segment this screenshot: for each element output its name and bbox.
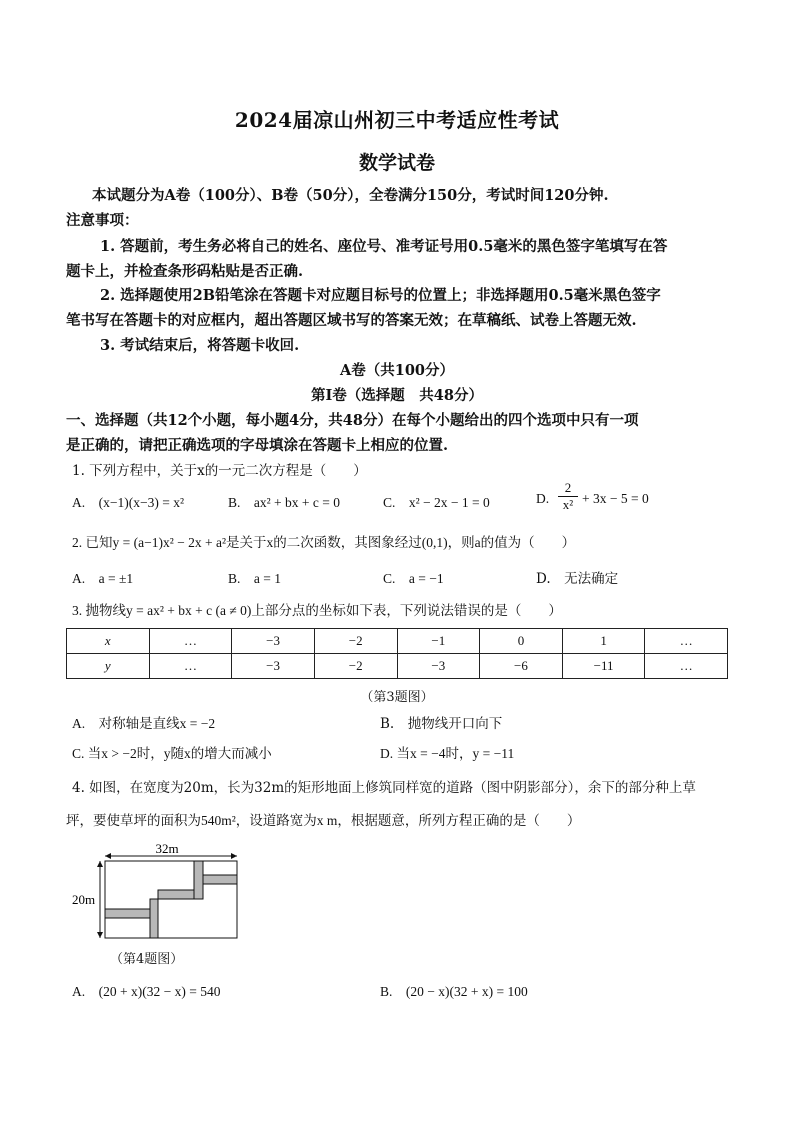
q3-option-a: A. 对称轴是直线x = −2 [72,716,216,731]
q4-option-a: A. (20 + x)(32 − x) = 540 [72,984,221,999]
road-horizontal-middle [158,890,194,899]
q3-caption: （第3题图） [360,690,434,705]
table-cell: −11 [562,654,645,679]
q2-option-c: C. a = −1 [383,571,444,586]
height-label: 20m [72,892,96,907]
question-4-stem-line-1: 4. 如图，在宽度为20m，长为32m的矩形地面上修筑同样宽的道路（图中阴影部分），余下的部分种上草 [72,780,696,796]
table-cell: −2 [314,654,397,679]
q3-option-c: C. 当x > −2时，y随x的增大而减小 [72,746,272,761]
table-cell: −3 [232,629,315,654]
question-1-stem: 1. 下列方程中，关于x的一元二次方程是（ ） [72,463,367,479]
note-line-4: 笔书写在答题卡的对应框内，超出答题区域书写的答案无效；在草稿纸、试卷上答题无效. [66,312,637,329]
question-4-stem-line-2: 坪，要使草坪的面积为540m²，设道路宽为x m，根据题意，所列方程正确的是（ ） [66,813,581,828]
q1-option-b: B. ax² + bx + c = 0 [228,495,341,510]
road-vertical-lower [150,899,158,938]
table-cell: … [149,654,232,679]
table-cell: −3 [397,654,480,679]
q1-option-d-label: D. [536,491,550,506]
table-cell: −6 [480,654,563,679]
q1-option-a: A. (x−1)(x−3) = x² [72,495,184,510]
q4-road-diagram [72,842,242,946]
height-dimension [97,861,103,938]
section-a-heading: A卷（共100分） [339,362,455,379]
table-cell: 1 [562,629,645,654]
table-cell: −1 [397,629,480,654]
q2-option-a: A. a = ±1 [72,571,134,586]
table-cell: … [149,629,232,654]
values-table [66,628,728,679]
road-horizontal-upper [203,875,237,884]
table-cell: x [67,629,150,654]
q1-option-d-fraction [558,480,578,513]
q4-option-b: B. (20 − x)(32 + x) = 100 [380,984,528,999]
section-intro-line-1: 一、选择题（共12个小题，每小题4分，共48分）在每个小题给出的四个选项中只有一项 [66,412,639,429]
table-cell: −2 [314,629,397,654]
section-intro-line-2: 是正确的，请把正确选项的字母填涂在答题卡上相应的位置. [66,437,449,454]
note-line-3: 2. 选择题使用2B铅笔涂在答题卡对应题目标号的位置上；非选择题用0.5毫米黑色签字 [100,287,661,304]
q1-fraction-numerator: 2 [564,480,572,495]
q2-option-b: B. a = 1 [228,571,281,586]
q3-option-b: B. 抛物线开口向下 [380,716,503,732]
question-2-stem: 2. 已知y = (a−1)x² − 2x + a²是关于x的二次函数，其图象经过(0,1)，则a的值为（ ） [72,535,576,550]
intro-text: 本试题分为A卷（100分）、B卷（50分），全卷满分150分，考试时间120分钟. [92,187,609,204]
table-cell: … [645,629,728,654]
q1-fraction-denominator: x² [562,497,574,512]
question-3-stem: 3. 抛物线y = ax² + bx + c (a ≠ 0)上部分点的坐标如下表，下列说法错误的是（ ） [72,603,562,618]
note-line-5: 3. 考试结束后，将答题卡收回. [100,337,300,354]
q2-option-d: D. 无法确定 [536,571,619,587]
part-one-heading: 第Ⅰ卷（选择题 共48分） [311,387,483,404]
note-line-1: 1. 答题前，考生务必将自己的姓名、座位号、准考证号用0.5毫米的黑色签字笔填写在答 [100,238,668,255]
table-row [67,654,728,679]
table-cell: … [645,654,728,679]
q1-option-c: C. x² − 2x − 1 = 0 [383,495,490,510]
road-vertical-upper [194,861,203,899]
exam-title: 2024届凉山州初三中考适应性考试 [234,108,560,132]
notes-heading: 注意事项： [66,212,139,229]
note-line-2: 题卡上，并检查条形码粘贴是否正确. [66,263,304,280]
table-cell: −3 [232,654,315,679]
q3-option-d: D. 当x = −4时，y = −11 [380,746,515,761]
road-horizontal-lower [105,909,150,918]
width-label: 32m [155,842,179,856]
q1-option-d-rest: + 3x − 5 = 0 [582,491,649,506]
table-row [67,629,728,654]
exam-subtitle: 数学试卷 [358,152,435,174]
table-cell: 0 [480,629,563,654]
q4-caption: （第4题图） [110,952,184,967]
table-cell: y [67,654,150,679]
